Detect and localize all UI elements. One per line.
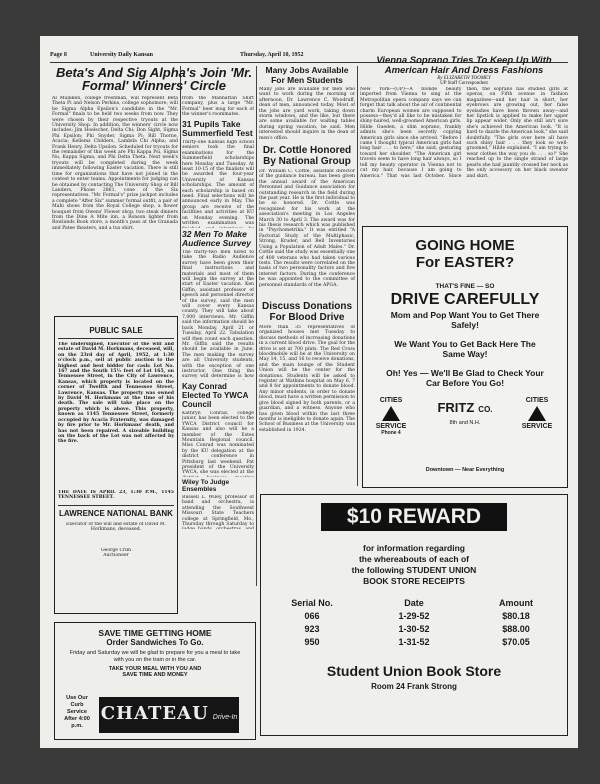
blood-drive-headline: Discuss Donations For Blood Drive (261, 301, 353, 323)
survey-body: The thirty-two men hired to take the Radio Audience survey have been given their final instructions and materials and most of them will begin the survey at the start of Easter vacation. Ken Giffin, assistant professor of speech and personnel director of the survey, said the men will cover every Kansas county. They will take about 7,000 interviews. Mr. Giffin said the information should be back Monday, April 21 or Tuesday, April 22. Tabulation will then count each question. Mr. Giffin said the results should be available in June. The men making the survey are all University students, with the exception of one instructor. One thing the survey will determine is how (182, 250, 254, 380)
easter-want: We Want You to Get Back Here The Same Way! (394, 339, 536, 359)
fritz-name: FRITZ (437, 400, 475, 415)
chateau-take: TAKE YOUR MEAL WITH YOU AND (108, 666, 202, 672)
blood-drive-body: More than 35 representatives of organized houses met Tuesday to discuss methods of increasing donations in a current blood drive. The goal for the drive is set at 700 pints. The Red Cross bloodmobile will be at the University on May 14, 15, and 16 to receive donations, and the main lounge of the Student Union will be the center for the donations. Students will be asked to register at Watkins hospital on May 6, 7 and 8 for appointments to donate blood. Any minor students, in order to donate blood, must have a written permission to give blood signed by both parents, or a guardian, and a witness. Anyone who has given blood within the last three months is ineligible to donate again. The School of Business at the University was established in 1924. (259, 325, 355, 433)
chateau-logo-text: CHATEAU (100, 703, 209, 724)
cities-service-emblem (382, 406, 400, 421)
page-number: Page 8 (50, 52, 67, 58)
cottle-body: Dr. William C. Cottle, assistant director of the guidance bureau, has been given the annual award of the American Personnel and Guidance association for outstanding research in the field during the past year. He is the first individual to be so honored. Dr. Cottle was recognized for his work at the association's meeting in Los Angeles March 30 to April 3. The award was for his thesis research which was published in "Psychometrika." It was entitled "A Factorial Study of the Multiphasic, Strong, Kruder, and Bell Inventories Using a Population of Adult Males." Dr. Cottle said the study was essentially one of 400 veterans who had taken various tests. The results were correlated on the basis of two personality factors and five interest factors. During the conference he was appointed to the committee of personnel standards of the APGA. (259, 169, 355, 288)
survey-headline: 32 Men To Make Audience Survey (182, 229, 251, 248)
ywca-body: Kathryn Conrad, college junior, has been elected to the YWCA District council for Kansas and also will be a member of the Estes Mountain Regional council. Miss Conrad was nominated by the KU delegation at the district conference in Pittsburg last weekend. Pat president of the University YWCA, she was elected at the (182, 411, 254, 476)
reward-store-room: Room 24 Frank Strong (371, 682, 457, 691)
easter-line2: For EASTER? (415, 254, 515, 271)
bank-name: LAWRENCE NATIONAL BANK (59, 509, 173, 518)
reward-info-4: BOOK STORE RECEIPTS (363, 576, 465, 586)
reward-info-1: for information regarding (363, 543, 465, 553)
cottle-headline: Dr. Cottle Honored By National Group (262, 145, 352, 167)
chateau-ad (54, 622, 256, 740)
reward-title: $10 REWARD (346, 505, 482, 528)
column-rule (180, 66, 181, 300)
chateau-subtitle: Order Sandwiches To Go. (106, 638, 204, 647)
easter-thats-fine: THAT'S FINE — SO (435, 283, 495, 290)
column-rule (256, 66, 257, 586)
chateau-title: SAVE TIME GETTING HOME (98, 628, 212, 638)
easter-drive: DRIVE CAREFULLY (390, 291, 540, 308)
easter-line1: GOING HOME (415, 237, 515, 254)
jobs-headline: Many Jobs Available For Men Students (265, 65, 349, 85)
fritz-address: 8th and N.H. (449, 420, 481, 426)
col3-stories (259, 66, 355, 453)
auctioneer-name: George Crim (100, 548, 131, 553)
reward-info-2: the whereabouts of each of (358, 554, 470, 564)
public-sale-ad (54, 316, 178, 614)
reward-table-header: Serial No. Date Amount (291, 598, 533, 608)
reward-row: 950 1-31-52 $70.05 (304, 637, 530, 647)
summerfield-body: Thirty-one Kansas high school seniors took the final examinations for the Summerfield scholarships here Monday and Tuesday. At least 10-15 of the finalists will be awarded the four-year University of Kansas scholarships. The amount of each scholarship is based on need. Final selections will be announced early in May. The group are receive of the facilities and activities at KU on Monday evening. The written examination was (182, 140, 254, 227)
fritz-co-block (423, 399, 507, 426)
public-sale-title: PUBLIC SALE (89, 326, 143, 335)
chateau-logo (99, 697, 239, 733)
cities-service-emblem (528, 406, 546, 421)
mr-formal-article (52, 66, 256, 92)
reward-store-name: Student Union Book Store (326, 663, 502, 679)
column-rule (357, 66, 358, 486)
chateau-curb: Use Our Curb Service After 4:00 p.m. (64, 695, 90, 729)
fritz-downtown: Downtown — Near Everything (425, 467, 505, 473)
chateau-save: SAVE TIME AND MONEY (122, 672, 188, 678)
newspaper-page (40, 36, 578, 748)
wiley-body: Russell L. Wiley, professor of band and orchestra, is attending the Southwest Missouri State Teachers college at Springfield, Mo., Thursday through Saturday to (182, 495, 254, 528)
mr-formal-headline: Beta's And Sig Alpha's Join 'Mr. Formal' Winners' Circle (55, 65, 253, 93)
reward-title-bar (321, 503, 507, 531)
issue-date: Thursday, April 10, 1952 (240, 52, 304, 58)
soprano-article (360, 56, 568, 235)
wiley-headline: Wiley To Judge Ensembles (182, 479, 230, 493)
fritz-co: CO. (478, 405, 493, 414)
easter-ad (362, 226, 568, 488)
cities-service-logo-left: CITIES SERVICE Phone 4 (375, 397, 407, 436)
summerfield-headline: 31 Pupils Take Summerfield Test (182, 119, 253, 138)
chateau-drive-in: Drive-In (212, 714, 238, 721)
executor-note: Executor of the will and estate of David M. Horkmans, deceased. (66, 522, 166, 533)
soprano-body: New York—(UP)—A blonde beauty imported from Vienna to sing at the Metropolitan opera company says we can forget that talk about the air of continental charm European women are supposed to possess—they'd all like to be mistaken for shiny-haired, well-groomed American girls. Hilde Gueden, a slim soprano, frankly admits she's been secretly copying American girls since she arrived. "Before I came I thought typical American girls had long hair . . . to here," she said, gesturing toward her shoulder. "The American girl travels seem to have long hair always, so I tell my beauty operator in Vienna not to cut my hair, because I am going to America." That was last October. Since then, the soprano has studied girls at operas, on Fifth avenue in fashion magazines—and her hair is short, her eyebrows are growing out, her false eyelashes have been thrown away—and her lipstick is applied to make her upper lip appear wider. Only she still isn't sure she's achieved the American look. "It is hard to dazzle the American look," she said doubtfully. "The girls over here all have such shiny hair . . . they look so well-groomed," Hilde explained. "I am trying to wear clothes the way you do . . . so!" She reached up to the single strand of large pearls she had jauntily crossed her neck as the only accessory on her black sweater and skirt. (360, 87, 568, 179)
cities-service-logo-right: CITIES SERVICE (521, 397, 553, 430)
ywca-headline: Kay Conrad Elected To YWCA Council (182, 382, 249, 409)
easter-oh: Oh! Yes — We'll Be Glad to Check Your Car Before You Go! (386, 368, 544, 388)
soprano-headline: Vienna Soprano Tries To Keep Up With American Hair And Dress Fashions (376, 55, 552, 76)
reward-info-3: the following STUDENT UNION (351, 565, 477, 575)
soprano-byline-2: UP Staff Correspondent (440, 81, 488, 86)
soprano-byline: By ELIZABETH TOOMEY (437, 76, 491, 81)
reward-row: 066 1-29-52 $80.18 (304, 611, 530, 621)
col2-stories (182, 96, 254, 529)
paper-name: University Daily Kansan (90, 52, 154, 58)
reward-ad (260, 494, 568, 736)
easter-mom: Mom and Pop Want You to Get There Safely! (390, 310, 540, 330)
col2-top-body: from the Manhattan Shirt company, plus a large "Mr. Formal" beer mug for each of the winner's roommates. (182, 96, 254, 118)
public-sale-body: The undersigned, Executor of the will and estate of David M. Horkmans, deceased, will, on the 23rd day of April, 1952, at 1:30 o'clock p.m., sell at public auction to the highest and best bidder for cash: Lot No. 167 and the South 15½ feet of Lot 165, on Tennessee Street, in the City of Lawrence, Kansas, which property is located on the corner of Twelfth and Tennessee Street, Lawrence, Kansas. The property was owned by David M. Horkmans at the time of his death. The sale will take place on the property which is above. This property, known as 1145 Tennessee Street, formerly occupied by Acacia Fraternity, was damaged by fire prior to Mr. Horkmans' death, and has not been repaired. A sizeable building on the back of the Lot was not affected by the fire. (58, 342, 174, 445)
public-sale-date: THE DATE IS APRIL 23, 1:30 P.M., 1145 TENNESSEE STREET. (58, 490, 174, 501)
jobs-body: Many jobs are available for men who want to work during the morning or afternoon, Dr. Lawrence C. Woodruff, dean of men, announced today. Most of the jobs are yard work, taking down storm windows, and the like, but there are some available for waiting tables during spring vacation, he said. Men interested should inquire in the dean of men's office. (259, 87, 355, 141)
reward-row: 923 1-30-52 $88.00 (304, 624, 530, 634)
chateau-body: Friday and Saturday we will be glad to prepare for you a meal to take with you on the train or in the car. (69, 650, 241, 663)
auctioneer-title: Auctioneer (103, 553, 129, 559)
mr-formal-body: Al Mulliken, college freshman, will represent Beta Theta Pi and Nelson Perkins, college sophomore, will be Sigma Alpha Epsilon's candidate in the "Mr. Formal" finals to be held two weeks from now. They were chosen by their respective tryouts at the University Shop. In addition, the winners' circle now includes: Jim Hoelscher, Delta Chi; Don Sight, Sigma Phi Epsilon; Phi Snyder, Sigma Pi; Bill Thorne, Acacia; Kellems Childers, Lambda Chi Alpha; and Frank Henry, Delta Upsilon. Scheduled for tryouts for the remainder of this week are Phi Kappa Psi, Sigma Nu, Kappa Sigma, and Phi Delta Theta. Next week's tryouts will be completed during the week immediately following Easter vacation. There is still time for organizations that have not joined in the contest to enter teams. Appointments for judging can be obtained by contacting The University Shop or Bill Landers, Phone 2861, cone of the Six representatives. "Mr. Formal's" prize jackpot includes a complete "After Six" summer formal outfit, a pair of Mahi shoes from the Royal College shop, a flower bouquet from Owens' Flower shop, two steak dinners from the Dine A Mite inn, a Ronson lighter from Rowlands Book store, a month's pass at the Granada and Patee theaters, and a tux shirt. (52, 96, 178, 231)
